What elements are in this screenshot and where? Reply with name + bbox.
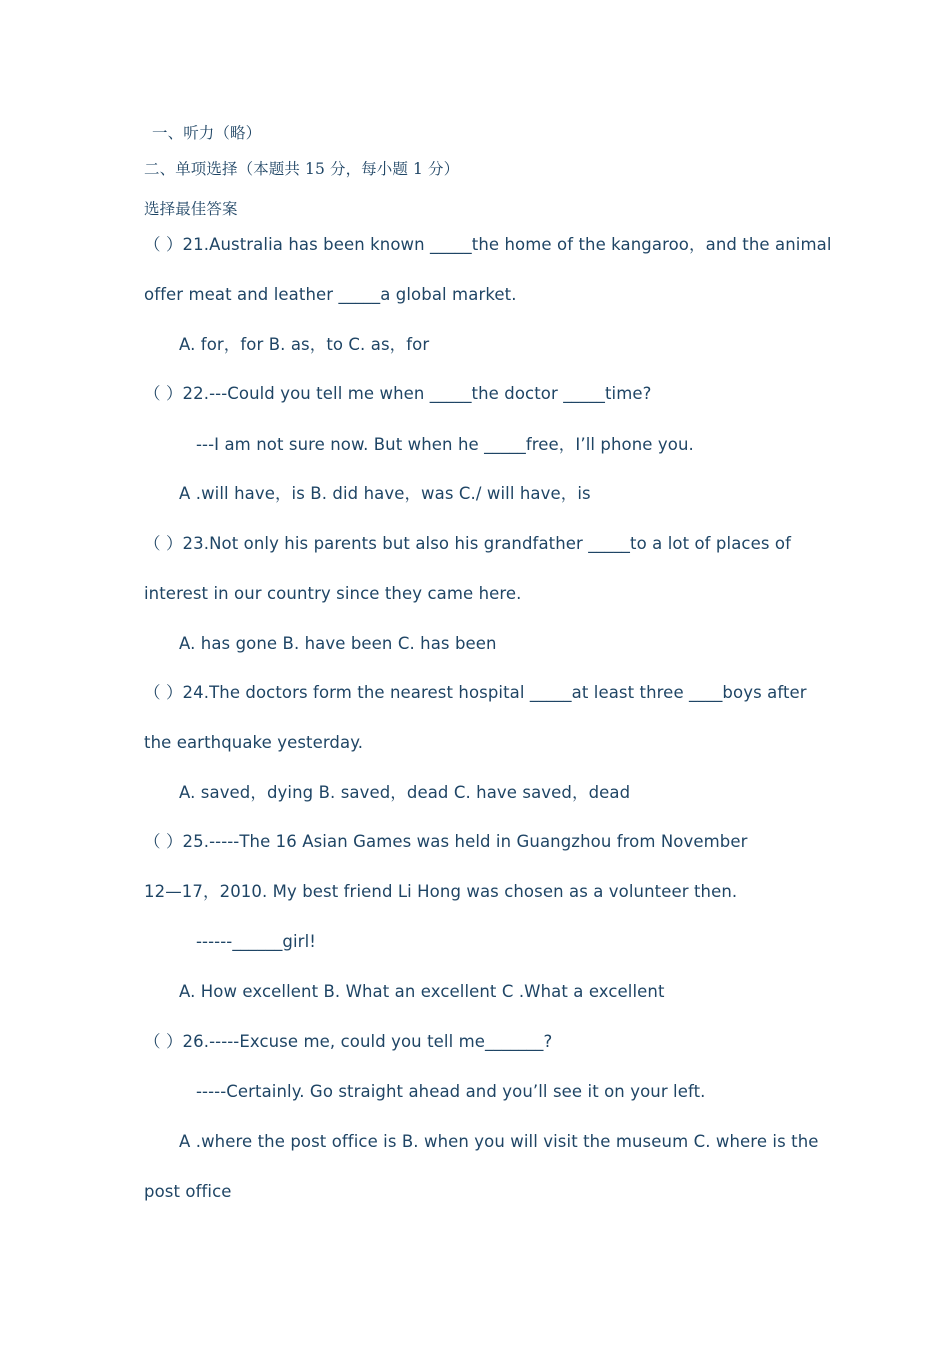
- question-26-stem: （ ）26.-----Excuse me, could you tell me_______?: [144, 1032, 553, 1051]
- question-26-options-cont: post office: [144, 1182, 232, 1201]
- question-21-stem-cont: offer meat and leather _____a global market.: [144, 285, 517, 304]
- question-23-stem-cont: interest in our country since they came here.: [144, 584, 522, 603]
- question-22-dialogue: ---I am not sure now. But when he _____free，I’ll phone you.: [196, 435, 694, 454]
- question-24-stem: （ ）24.The doctors form the nearest hospital _____at least three ____boys after: [144, 683, 807, 702]
- question-25-stem-cont: 12—17，2010. My best friend Li Hong was chosen as a volunteer then.: [144, 882, 738, 901]
- section2-heading: 二、单项选择（本题共 15 分，每小题 1 分）: [144, 160, 460, 178]
- question-22-options: A .will have，is B. did have，was C./ will have，is: [179, 484, 591, 503]
- question-25-options: A. How excellent B. What an excellent C .What a excellent: [179, 982, 665, 1001]
- question-25-stem: （ ）25.-----The 16 Asian Games was held in Guangzhou from November: [144, 832, 748, 851]
- question-24-stem-cont: the earthquake yesterday.: [144, 733, 364, 752]
- question-21-stem: （ ）21.Australia has been known _____the home of the kangaroo，and the animal: [144, 235, 832, 254]
- question-21-options: A. for，for B. as，to C. as，for: [179, 335, 430, 354]
- question-22-stem: （ ）22.---Could you tell me when _____the doctor _____time?: [144, 384, 652, 403]
- section2-instruction: 选择最佳答案: [144, 200, 238, 218]
- question-24-options: A. saved，dying B. saved，dead C. have saved，dead: [179, 783, 631, 802]
- question-23-stem: （ ）23.Not only his parents but also his grandfather _____to a lot of places of: [144, 534, 791, 553]
- question-26-options: A .where the post office is B. when you will visit the museum C. where is the: [179, 1132, 819, 1151]
- question-23-options: A. has gone B. have been C. has been: [179, 634, 497, 653]
- section1-heading: 一、听力（略）: [152, 124, 262, 142]
- question-26-dialogue: -----Certainly. Go straight ahead and you’ll see it on your left.: [196, 1082, 706, 1101]
- question-25-dialogue: ------______girl!: [196, 932, 316, 951]
